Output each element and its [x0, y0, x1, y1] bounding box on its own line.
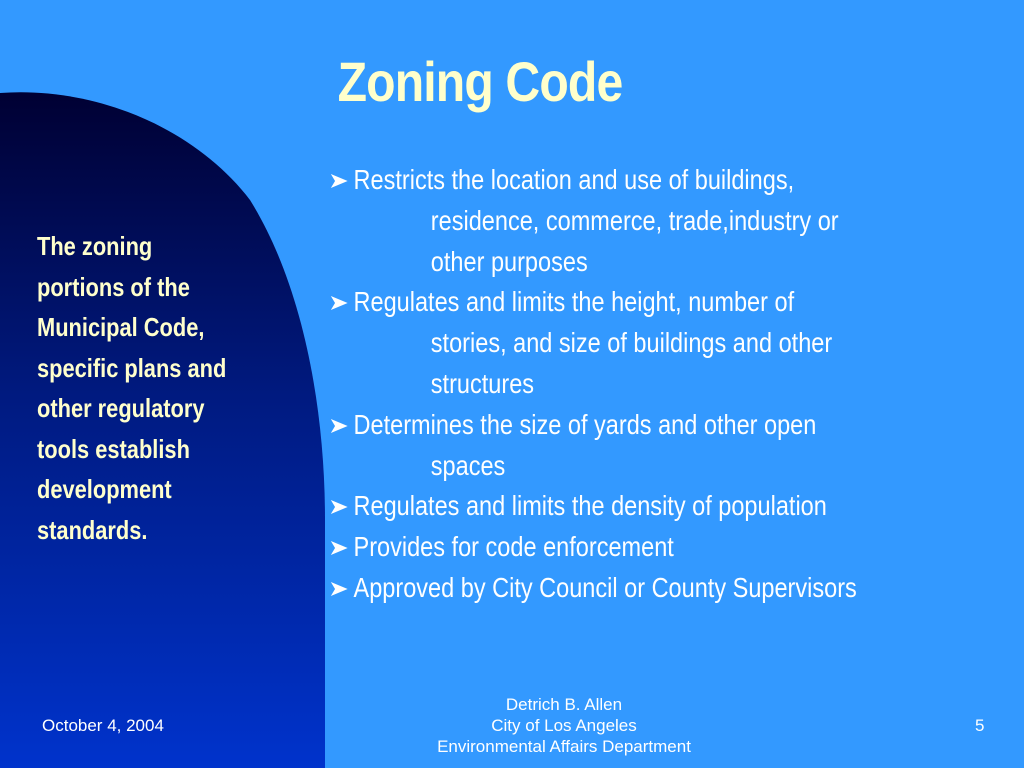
arrowhead-bullet-icon: [330, 295, 348, 311]
bullet-line: Provides for code enforcement: [353, 531, 674, 563]
side-text: [37, 226, 281, 550]
bullet-item: [330, 405, 968, 487]
bullet-line: Determines the size of yards and other open: [353, 408, 817, 440]
footer-center: [364, 694, 764, 757]
bullet-line: spaces: [430, 449, 506, 481]
side-text-line: development: [37, 474, 172, 504]
bullet-line: Restricts the location and use of buildings,: [353, 164, 795, 195]
bullet-line: stories, and size of buildings and other: [430, 327, 833, 359]
arrowhead-bullet-icon: [330, 499, 348, 515]
bullet-line: Approved by City Council or County Supervisors: [353, 571, 857, 603]
footer-department: Environmental Affairs Department: [437, 737, 691, 756]
arrowhead-bullet-icon: [330, 581, 348, 597]
side-text-line: Municipal Code,: [37, 312, 205, 342]
bullet-line: structures: [430, 367, 535, 399]
bullet-line: Regulates and limits the density of population: [353, 490, 827, 522]
bullet-list: [330, 160, 968, 609]
side-text-line: tools establish: [37, 433, 190, 464]
arrowhead-bullet-icon: [330, 173, 348, 189]
bullet-item: [330, 568, 968, 609]
bullet-line: other purposes: [430, 245, 588, 277]
bullet-item: [330, 486, 968, 527]
bullet-item: [330, 527, 968, 568]
arrowhead-bullet-icon: [330, 418, 348, 434]
footer-author: Detrich B. Allen: [505, 695, 623, 714]
side-text-line: other regulatory: [37, 393, 205, 423]
side-text-line: specific plans and: [37, 352, 227, 383]
side-text-line: standards.: [37, 514, 148, 545]
bullet-line: Regulates and limits the height, number of: [353, 286, 795, 318]
footer-date: October 4, 2004: [42, 716, 164, 735]
arrowhead-bullet-icon: [330, 540, 348, 556]
bullet-item: [330, 282, 968, 404]
page-number: 5: [975, 716, 985, 735]
footer-organization: City of Los Angeles: [491, 716, 637, 735]
side-text-line: The zoning: [37, 231, 153, 261]
bullet-item: [330, 160, 968, 282]
bullet-line: residence, commerce, trade,industry or: [430, 204, 839, 236]
side-text-line: portions of the: [37, 271, 190, 302]
slide-title: Zoning Code: [337, 50, 623, 113]
